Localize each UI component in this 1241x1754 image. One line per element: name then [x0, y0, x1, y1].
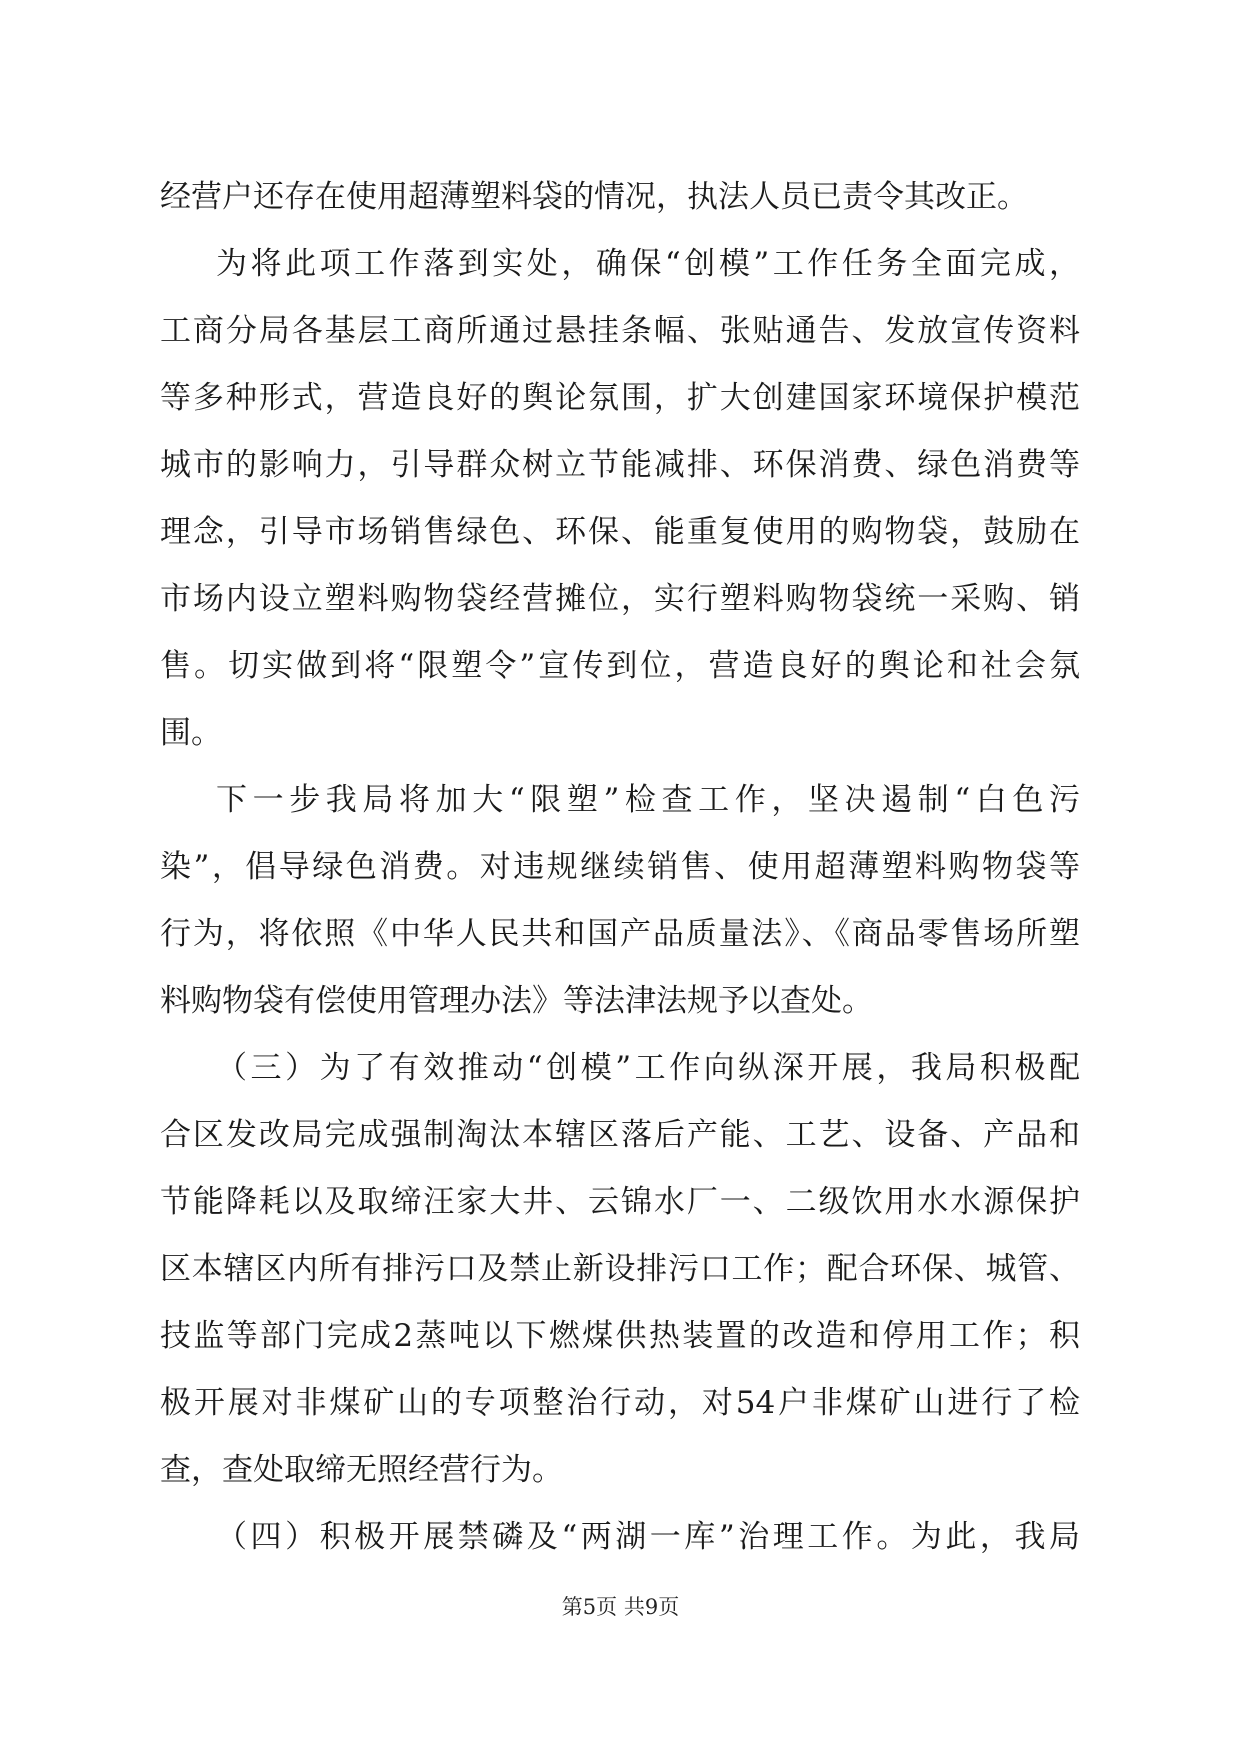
text-line: 极开展对非煤矿山的专项整治行动，对54户非煤矿山进行了检: [160, 1385, 1080, 1421]
text-line: 节能降耗以及取缔汪家大井、云锦水厂一、二级饮用水水源保护: [160, 1184, 1080, 1220]
text-line: 技监等部门完成2蒸吨以下燃煤供热装置的改造和停用工作；积: [160, 1318, 1080, 1354]
text-line: 城市的影响力，引导群众树立节能减排、环保消费、绿色消费等: [160, 447, 1080, 483]
text-line: 行为，将依照《中华人民共和国产品质量法》、《商品零售场所塑: [160, 916, 1080, 952]
text-line: 围。: [160, 715, 222, 751]
paragraph-first-line: 下一步我局将加大“限塑”检查工作，坚决遏制“白色污: [216, 782, 1080, 818]
text-line: 区本辖区内所有排污口及禁止新设排污口工作；配合环保、城管、: [160, 1251, 1080, 1287]
text-line: 工商分局各基层工商所通过悬挂条幅、张贴通告、发放宣传资料: [160, 313, 1080, 349]
text-line: 染”，倡导绿色消费。对违规继续销售、使用超薄塑料购物袋等: [160, 849, 1080, 885]
text-line: 等多种形式，营造良好的舆论氛围，扩大创建国家环境保护模范: [160, 380, 1080, 416]
paragraph-first-line: （三）为了有效推动“创模”工作向纵深开展，我局积极配: [216, 1050, 1080, 1086]
text-line: 理念，引导市场销售绿色、环保、能重复使用的购物袋，鼓励在: [160, 514, 1080, 550]
text-line: 市场内设立塑料购物袋经营摊位，实行塑料购物袋统一采购、销: [160, 581, 1080, 617]
page-number-footer: 第5页 共9页: [561, 1595, 680, 1619]
text-line: 查，查处取缔无照经营行为。: [160, 1452, 563, 1488]
text-line: 合区发改局完成强制淘汰本辖区落后产能、工艺、设备、产品和: [160, 1117, 1080, 1153]
text-line: 料购物袋有偿使用管理办法》等法津法规予以查处。: [160, 983, 873, 1019]
paragraph-first-line: 为将此项工作落到实处，确保“创模”工作任务全面完成，: [216, 246, 1080, 282]
text-line: 经营户还存在使用超薄塑料袋的情况，执法人员已责令其改正。: [160, 179, 1028, 215]
paragraph-first-line: （四）积极开展禁磷及“两湖一库”治理工作。为此，我局: [216, 1519, 1080, 1555]
text-line: 售。切实做到将“限塑令”宣传到位，营造良好的舆论和社会氛: [160, 648, 1080, 684]
